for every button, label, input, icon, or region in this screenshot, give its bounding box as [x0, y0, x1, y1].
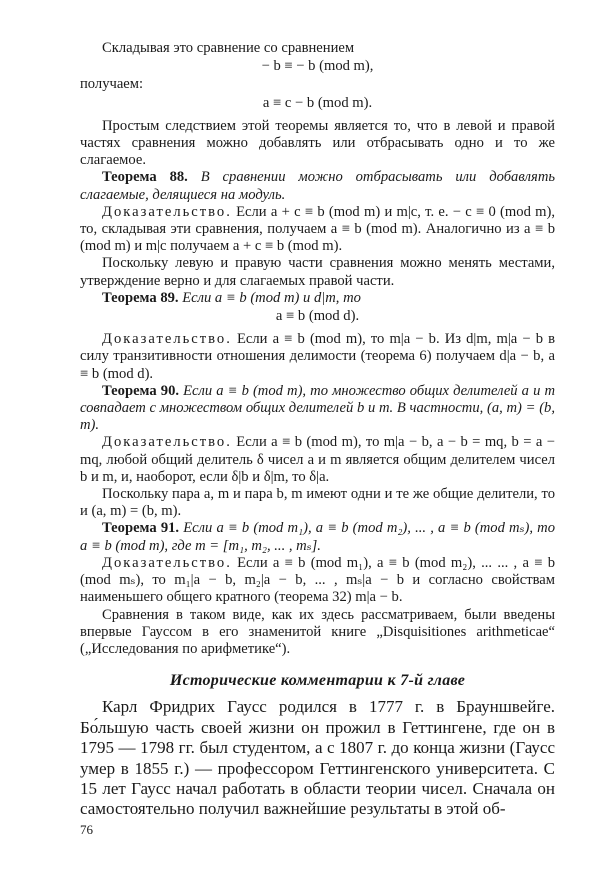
theorem-label: Теорема 91. [102, 520, 180, 537]
theorem-89 [80, 290, 555, 307]
section-heading: Исторические комментарии к 7-й главе [169, 672, 466, 690]
proof-label: Доказательство. [102, 331, 232, 348]
theorem-label: Теорема 88. [102, 169, 188, 186]
formula: a ≡ b (mod d). [275, 308, 360, 325]
paragraph: Поскольку левую и правую части сравнения можно менять местами, утверждение верно и для слагаемых правой части. [80, 255, 555, 289]
proof-text: Если a ≡ b (mod m), то m|a − b, a − b = mq, b = a − mq, любой общий делитель δ чисел a и m является общим делителем чисел b и m, и, наоборот, если δ|b и δ|m, то δ|a. [80, 434, 555, 485]
proof-91 [80, 555, 555, 607]
paragraph: Сравнения в таком виде, как их здесь рассматриваем, были введены впервые Гауссом в его знаменитой книге „Disquisitiones arithmeticae“ („Исследования по арифметике“). [80, 606, 555, 657]
text-line: Складывая это сравнение со сравнением [102, 40, 355, 56]
theorem-90 [80, 383, 555, 435]
formula: − b ≡ − b (mod m), [261, 58, 374, 75]
paragraph: Поскольку пара a, m и пара b, m имеют одни и те же общие делители, то и (a, m) = (b, m). [80, 486, 555, 520]
proof-label: Доказательство. [102, 554, 232, 571]
proof-text: Если a + c ≡ b (mod m) и m|c, т. е. − c ≡ 0 (mod m), то, складывая эти сравнения, получаем a ≡ b (mod m). Аналогично из a ≡ b (mod m) и m|c получаем a + c ≡ b (mod m). [80, 203, 555, 255]
page-body [80, 40, 555, 820]
proof-88 [80, 204, 555, 256]
theorem-label: Теорема 90. [102, 382, 180, 399]
proof-90 [80, 434, 555, 486]
proof-text: Если a ≡ b (mod m), то m|a − b. Из d|m, m|a − b в силу транзитивности отношения делимости (теорема 6) получаем d|a − b, a ≡ b (mod d). [80, 331, 555, 382]
proof-label: Доказательство. [102, 203, 232, 220]
theorem-91 [80, 520, 555, 554]
text-line: получаем: [80, 76, 144, 93]
proof-89 [80, 331, 555, 383]
formula: a ≡ c − b (mod m). [262, 94, 373, 111]
theorem-text: Если a ≡ b (mod m) и d|m, то [182, 289, 361, 306]
theorem-label: Теорема 89. [102, 289, 179, 306]
theorem-text: Если a ≡ b (mod m₁), a ≡ b (mod m₂), ... , a ≡ b (mod mₛ), то a ≡ b (mod m), где m = [m₁, m₂, ... , mₛ]. [80, 520, 555, 554]
proof-text: Если a ≡ b (mod m₁), a ≡ b (mod m₂), ... ... , a ≡ b (mod mₛ), то m₁|a − b, m₂|a − b, ... , mₛ|a − b и согласно свойствам наименьшего общего кратного (теорема 32) m|a − b. [80, 554, 555, 606]
theorem-text: Если a ≡ b (mod m), то множество общих делителей a и m совпадает с множеством общих делителей b и m. В частности, (a, m) = (b, m). [80, 382, 555, 434]
proof-label: Доказательство. [102, 434, 232, 451]
page-number: 76 [80, 822, 93, 837]
theorem-text: В сравнении можно отбрасывать или добавлять слагаемые, делящиеся на модуль. [80, 169, 556, 203]
theorem-88 [80, 169, 555, 203]
paragraph: Простым следствием этой теоремы является то, что в левой и правой частях сравнения можно добавлять или отбрасывать одно и то же слагаемое. [80, 117, 555, 169]
paragraph: Карл Фридрих Гаусс родился в 1777 г. в Брауншвейге. Бо́льшую часть своей жизни он прожил в Геттингене, где он в 1795 — 1798 гг. был студентом, а с 1807 г. до конца жизни (Гаусс умер в 1855 г.) — профессором Геттингенского университета. С 15 лет Гаусс начал работать в области теории чисел. Сначала он самостоятельно получил важнейшие результаты в этой об- [80, 697, 555, 819]
